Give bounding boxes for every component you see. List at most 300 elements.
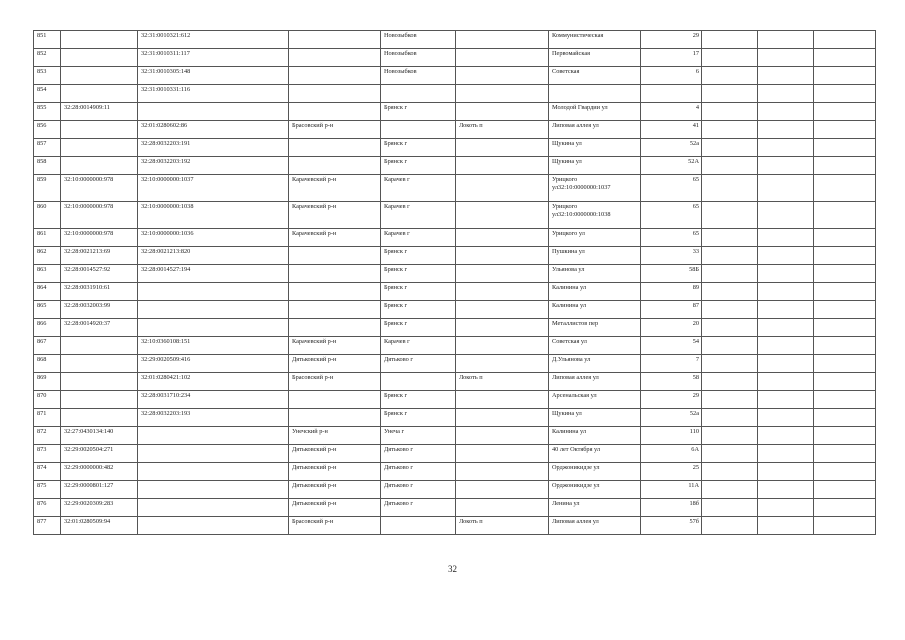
settlement-cell: [456, 157, 549, 175]
cadastral-number-cell: 32:10:0000000:978: [61, 175, 138, 202]
city-cell: Брянск г: [381, 247, 456, 265]
settlement-cell: [456, 463, 549, 481]
register-table: [33, 30, 876, 535]
cadastral-number-cell: [61, 157, 138, 175]
object-cadastral-number-cell: [138, 427, 289, 445]
settlement-cell: Локоть п: [456, 373, 549, 391]
district-cell: Карачевский р-н: [289, 229, 381, 247]
empty-cell: [702, 103, 758, 121]
empty-cell: [758, 463, 814, 481]
empty-cell: [758, 427, 814, 445]
empty-cell: [702, 463, 758, 481]
city-cell: Новозыбков: [381, 49, 456, 67]
empty-cell: [758, 337, 814, 355]
object-cadastral-number-cell: 32:01:0280602:86: [138, 121, 289, 139]
house-number-cell: 65: [641, 229, 702, 247]
house-number-cell: 33: [641, 247, 702, 265]
city-cell: Дятьково г: [381, 499, 456, 517]
empty-cell: [814, 463, 876, 481]
city-cell: Брянск г: [381, 409, 456, 427]
district-cell: [289, 409, 381, 427]
house-number-cell: 58: [641, 373, 702, 391]
empty-cell: [702, 409, 758, 427]
district-cell: Дятьковский р-н: [289, 499, 381, 517]
empty-cell: [702, 283, 758, 301]
cadastral-number-cell: 32:28:0032003:99: [61, 301, 138, 319]
empty-cell: [814, 355, 876, 373]
empty-cell: [758, 247, 814, 265]
table-body: [34, 31, 876, 535]
district-cell: [289, 49, 381, 67]
district-cell: [289, 139, 381, 157]
empty-cell: [814, 391, 876, 409]
empty-cell: [702, 229, 758, 247]
row-number-cell: 862: [34, 247, 61, 265]
empty-cell: [758, 283, 814, 301]
settlement-cell: [456, 481, 549, 499]
district-cell: Дятьковский р-н: [289, 445, 381, 463]
house-number-cell: 58Б: [641, 265, 702, 283]
district-cell: [289, 247, 381, 265]
table-row: [34, 373, 876, 391]
cadastral-number-cell: [61, 85, 138, 103]
street-cell: Металлистов пер: [549, 319, 641, 337]
object-cadastral-number-cell: [138, 499, 289, 517]
empty-cell: [758, 85, 814, 103]
settlement-cell: [456, 202, 549, 229]
house-number-cell: 65: [641, 202, 702, 229]
house-number-cell: 17: [641, 49, 702, 67]
row-number-cell: 868: [34, 355, 61, 373]
object-cadastral-number-cell: 32:10:0000000:1036: [138, 229, 289, 247]
street-cell: Ленина ул: [549, 499, 641, 517]
district-cell: Унечский р-н: [289, 427, 381, 445]
object-cadastral-number-cell: 32:29:0020509:416: [138, 355, 289, 373]
city-cell: [381, 85, 456, 103]
object-cadastral-number-cell: 32:28:0014527:194: [138, 265, 289, 283]
street-cell: Ульянова ул: [549, 265, 641, 283]
row-number-cell: 859: [34, 175, 61, 202]
settlement-cell: [456, 445, 549, 463]
empty-cell: [758, 175, 814, 202]
object-cadastral-number-cell: [138, 301, 289, 319]
table-row: [34, 121, 876, 139]
empty-cell: [758, 67, 814, 85]
settlement-cell: [456, 355, 549, 373]
row-number-cell: 853: [34, 67, 61, 85]
empty-cell: [758, 31, 814, 49]
district-cell: [289, 319, 381, 337]
street-cell: Урицкого ул32:10:0000000:1038: [549, 202, 641, 229]
settlement-cell: [456, 283, 549, 301]
house-number-cell: 65: [641, 175, 702, 202]
settlement-cell: [456, 391, 549, 409]
house-number-cell: 87: [641, 301, 702, 319]
city-cell: Дятьково г: [381, 355, 456, 373]
table-row: [34, 427, 876, 445]
table-row: [34, 229, 876, 247]
settlement-cell: [456, 301, 549, 319]
table-row: [34, 517, 876, 535]
street-cell: Советская ул: [549, 337, 641, 355]
empty-cell: [702, 301, 758, 319]
city-cell: Брянск г: [381, 391, 456, 409]
empty-cell: [814, 499, 876, 517]
settlement-cell: [456, 337, 549, 355]
cadastral-number-cell: 32:28:0014909:11: [61, 103, 138, 121]
object-cadastral-number-cell: 32:28:0031710:234: [138, 391, 289, 409]
empty-cell: [758, 49, 814, 67]
settlement-cell: [456, 31, 549, 49]
table-row: [34, 355, 876, 373]
house-number-cell: 20: [641, 319, 702, 337]
page-number: 32: [448, 564, 457, 574]
empty-cell: [758, 265, 814, 283]
district-cell: [289, 301, 381, 319]
settlement-cell: [456, 85, 549, 103]
empty-cell: [814, 337, 876, 355]
empty-cell: [814, 409, 876, 427]
cadastral-number-cell: 32:27:0430134:140: [61, 427, 138, 445]
empty-cell: [758, 103, 814, 121]
object-cadastral-number-cell: [138, 319, 289, 337]
city-cell: Карачев г: [381, 337, 456, 355]
empty-cell: [702, 67, 758, 85]
settlement-cell: [456, 229, 549, 247]
district-cell: [289, 85, 381, 103]
table-row: [34, 445, 876, 463]
object-cadastral-number-cell: [138, 517, 289, 535]
settlement-cell: [456, 67, 549, 85]
row-number-cell: 852: [34, 49, 61, 67]
empty-cell: [758, 202, 814, 229]
object-cadastral-number-cell: [138, 445, 289, 463]
row-number-cell: 858: [34, 157, 61, 175]
cadastral-number-cell: [61, 355, 138, 373]
cadastral-number-cell: 32:10:0000000:978: [61, 202, 138, 229]
empty-cell: [814, 121, 876, 139]
table-row: [34, 283, 876, 301]
cadastral-number-cell: [61, 139, 138, 157]
empty-cell: [702, 391, 758, 409]
district-cell: [289, 391, 381, 409]
street-cell: Липовая аллея ул: [549, 373, 641, 391]
table-row: [34, 265, 876, 283]
empty-cell: [758, 517, 814, 535]
district-cell: Брасовский р-н: [289, 373, 381, 391]
city-cell: Брянск г: [381, 103, 456, 121]
row-number-cell: 856: [34, 121, 61, 139]
house-number-cell: 29: [641, 31, 702, 49]
empty-cell: [814, 202, 876, 229]
street-cell: Липовая аллея ул: [549, 121, 641, 139]
table-row: [34, 499, 876, 517]
empty-cell: [758, 499, 814, 517]
empty-cell: [702, 517, 758, 535]
row-number-cell: 875: [34, 481, 61, 499]
house-number-cell: 25: [641, 463, 702, 481]
row-number-cell: 855: [34, 103, 61, 121]
empty-cell: [814, 445, 876, 463]
street-cell: Щукина ул: [549, 139, 641, 157]
table-row: [34, 85, 876, 103]
empty-cell: [814, 427, 876, 445]
city-cell: Брянск г: [381, 301, 456, 319]
street-cell: Урицкого ул: [549, 229, 641, 247]
house-number-cell: 11А: [641, 481, 702, 499]
empty-cell: [702, 373, 758, 391]
empty-cell: [702, 499, 758, 517]
cadastral-number-cell: [61, 49, 138, 67]
house-number-cell: 7: [641, 355, 702, 373]
street-cell: Липовая аллея ул: [549, 517, 641, 535]
row-number-cell: 872: [34, 427, 61, 445]
table-row: [34, 67, 876, 85]
cadastral-number-cell: 32:28:0014920:37: [61, 319, 138, 337]
empty-cell: [814, 175, 876, 202]
empty-cell: [758, 373, 814, 391]
empty-cell: [702, 202, 758, 229]
object-cadastral-number-cell: [138, 283, 289, 301]
empty-cell: [814, 481, 876, 499]
district-cell: Брасовский р-н: [289, 517, 381, 535]
house-number-cell: 52а: [641, 139, 702, 157]
empty-cell: [814, 517, 876, 535]
row-number-cell: 877: [34, 517, 61, 535]
cadastral-number-cell: [61, 67, 138, 85]
empty-cell: [814, 67, 876, 85]
house-number-cell: 54: [641, 337, 702, 355]
empty-cell: [758, 301, 814, 319]
city-cell: [381, 373, 456, 391]
row-number-cell: 863: [34, 265, 61, 283]
cadastral-number-cell: [61, 409, 138, 427]
table-row: [34, 103, 876, 121]
street-cell: Д.Ульянова ул: [549, 355, 641, 373]
empty-cell: [702, 157, 758, 175]
street-cell: 40 лет Октября ул: [549, 445, 641, 463]
row-number-cell: 865: [34, 301, 61, 319]
settlement-cell: [456, 319, 549, 337]
cadastral-number-cell: [61, 337, 138, 355]
empty-cell: [758, 319, 814, 337]
city-cell: Карачев г: [381, 202, 456, 229]
table-row: [34, 409, 876, 427]
house-number-cell: 110: [641, 427, 702, 445]
table-row: [34, 202, 876, 229]
row-number-cell: 861: [34, 229, 61, 247]
city-cell: Новозыбков: [381, 31, 456, 49]
table-row: [34, 319, 876, 337]
empty-cell: [814, 265, 876, 283]
street-cell: Советская: [549, 67, 641, 85]
house-number-cell: 29: [641, 391, 702, 409]
empty-cell: [702, 247, 758, 265]
object-cadastral-number-cell: 32:28:0021213:820: [138, 247, 289, 265]
settlement-cell: [456, 499, 549, 517]
district-cell: Карачевский р-н: [289, 175, 381, 202]
empty-cell: [814, 103, 876, 121]
object-cadastral-number-cell: 32:10:0360108:151: [138, 337, 289, 355]
table-row: [34, 337, 876, 355]
district-cell: [289, 67, 381, 85]
table-row: [34, 301, 876, 319]
cadastral-number-cell: 32:28:0021213:69: [61, 247, 138, 265]
table-row: [34, 139, 876, 157]
city-cell: Брянск г: [381, 139, 456, 157]
empty-cell: [758, 229, 814, 247]
district-cell: Дятьковский р-н: [289, 463, 381, 481]
street-cell: Коммунистическая: [549, 31, 641, 49]
empty-cell: [702, 337, 758, 355]
object-cadastral-number-cell: 32:31:0010321:612: [138, 31, 289, 49]
city-cell: Унеча г: [381, 427, 456, 445]
district-cell: Брасовский р-н: [289, 121, 381, 139]
object-cadastral-number-cell: 32:10:0000000:1038: [138, 202, 289, 229]
district-cell: [289, 157, 381, 175]
cadastral-number-cell: [61, 391, 138, 409]
house-number-cell: [641, 85, 702, 103]
object-cadastral-number-cell: 32:28:0032203:192: [138, 157, 289, 175]
city-cell: Дятьково г: [381, 463, 456, 481]
city-cell: Брянск г: [381, 265, 456, 283]
cadastral-number-cell: 32:28:0031910:61: [61, 283, 138, 301]
city-cell: Дятьково г: [381, 445, 456, 463]
settlement-cell: [456, 139, 549, 157]
house-number-cell: 18б: [641, 499, 702, 517]
city-cell: Дятьково г: [381, 481, 456, 499]
object-cadastral-number-cell: [138, 103, 289, 121]
row-number-cell: 876: [34, 499, 61, 517]
table-row: [34, 391, 876, 409]
object-cadastral-number-cell: [138, 463, 289, 481]
house-number-cell: 6: [641, 67, 702, 85]
object-cadastral-number-cell: 32:31:0010311:117: [138, 49, 289, 67]
city-cell: Брянск г: [381, 319, 456, 337]
house-number-cell: 52А: [641, 157, 702, 175]
city-cell: Карачев г: [381, 175, 456, 202]
empty-cell: [702, 49, 758, 67]
empty-cell: [814, 247, 876, 265]
cadastral-number-cell: 32:28:0014527:92: [61, 265, 138, 283]
house-number-cell: 57б: [641, 517, 702, 535]
empty-cell: [702, 427, 758, 445]
city-cell: Карачев г: [381, 229, 456, 247]
empty-cell: [814, 49, 876, 67]
cadastral-number-cell: 32:01:0280509:94: [61, 517, 138, 535]
cadastral-number-cell: 32:29:0020504:271: [61, 445, 138, 463]
empty-cell: [758, 157, 814, 175]
row-number-cell: 871: [34, 409, 61, 427]
district-cell: [289, 265, 381, 283]
table-row: [34, 463, 876, 481]
district-cell: Карачевский р-н: [289, 337, 381, 355]
city-cell: Брянск г: [381, 157, 456, 175]
city-cell: Новозыбков: [381, 67, 456, 85]
table-row: [34, 157, 876, 175]
row-number-cell: 873: [34, 445, 61, 463]
empty-cell: [702, 31, 758, 49]
row-number-cell: 870: [34, 391, 61, 409]
table-row: [34, 481, 876, 499]
street-cell: Арсенальская ул: [549, 391, 641, 409]
street-cell: Урицкого ул32:10:0000000:1037: [549, 175, 641, 202]
cadastral-number-cell: [61, 31, 138, 49]
empty-cell: [814, 319, 876, 337]
settlement-cell: Локоть п: [456, 517, 549, 535]
empty-cell: [814, 301, 876, 319]
cadastral-number-cell: [61, 373, 138, 391]
empty-cell: [702, 121, 758, 139]
row-number-cell: 869: [34, 373, 61, 391]
row-number-cell: 864: [34, 283, 61, 301]
house-number-cell: 89: [641, 283, 702, 301]
empty-cell: [758, 445, 814, 463]
row-number-cell: 857: [34, 139, 61, 157]
empty-cell: [702, 355, 758, 373]
object-cadastral-number-cell: 32:01:0280421:102: [138, 373, 289, 391]
empty-cell: [702, 319, 758, 337]
row-number-cell: 860: [34, 202, 61, 229]
row-number-cell: 874: [34, 463, 61, 481]
empty-cell: [702, 85, 758, 103]
settlement-cell: Локоть п: [456, 121, 549, 139]
cadastral-number-cell: 32:10:0000000:978: [61, 229, 138, 247]
empty-cell: [814, 283, 876, 301]
empty-cell: [814, 139, 876, 157]
table-row: [34, 247, 876, 265]
empty-cell: [702, 265, 758, 283]
settlement-cell: [456, 409, 549, 427]
house-number-cell: 4: [641, 103, 702, 121]
row-number-cell: 867: [34, 337, 61, 355]
city-cell: [381, 517, 456, 535]
empty-cell: [702, 175, 758, 202]
district-cell: Карачевский р-н: [289, 202, 381, 229]
settlement-cell: [456, 175, 549, 202]
street-cell: [549, 85, 641, 103]
object-cadastral-number-cell: 32:28:0032203:193: [138, 409, 289, 427]
table-row: [34, 49, 876, 67]
empty-cell: [758, 391, 814, 409]
empty-cell: [814, 229, 876, 247]
empty-cell: [758, 355, 814, 373]
empty-cell: [814, 157, 876, 175]
empty-cell: [702, 445, 758, 463]
settlement-cell: [456, 265, 549, 283]
empty-cell: [814, 373, 876, 391]
city-cell: Брянск г: [381, 283, 456, 301]
street-cell: Щукина ул: [549, 157, 641, 175]
object-cadastral-number-cell: [138, 481, 289, 499]
street-cell: Орджоникидзе ул: [549, 481, 641, 499]
street-cell: Щукина ул: [549, 409, 641, 427]
empty-cell: [702, 139, 758, 157]
house-number-cell: 6А: [641, 445, 702, 463]
object-cadastral-number-cell: 32:31:0010305:148: [138, 67, 289, 85]
table-row: [34, 175, 876, 202]
empty-cell: [758, 121, 814, 139]
table-row: [34, 31, 876, 49]
row-number-cell: 866: [34, 319, 61, 337]
street-cell: Калинина ул: [549, 283, 641, 301]
settlement-cell: [456, 427, 549, 445]
street-cell: Первомайская: [549, 49, 641, 67]
cadastral-number-cell: 32:29:0020309:283: [61, 499, 138, 517]
empty-cell: [758, 409, 814, 427]
street-cell: Орджоникидзе ул: [549, 463, 641, 481]
cadastral-number-cell: [61, 121, 138, 139]
